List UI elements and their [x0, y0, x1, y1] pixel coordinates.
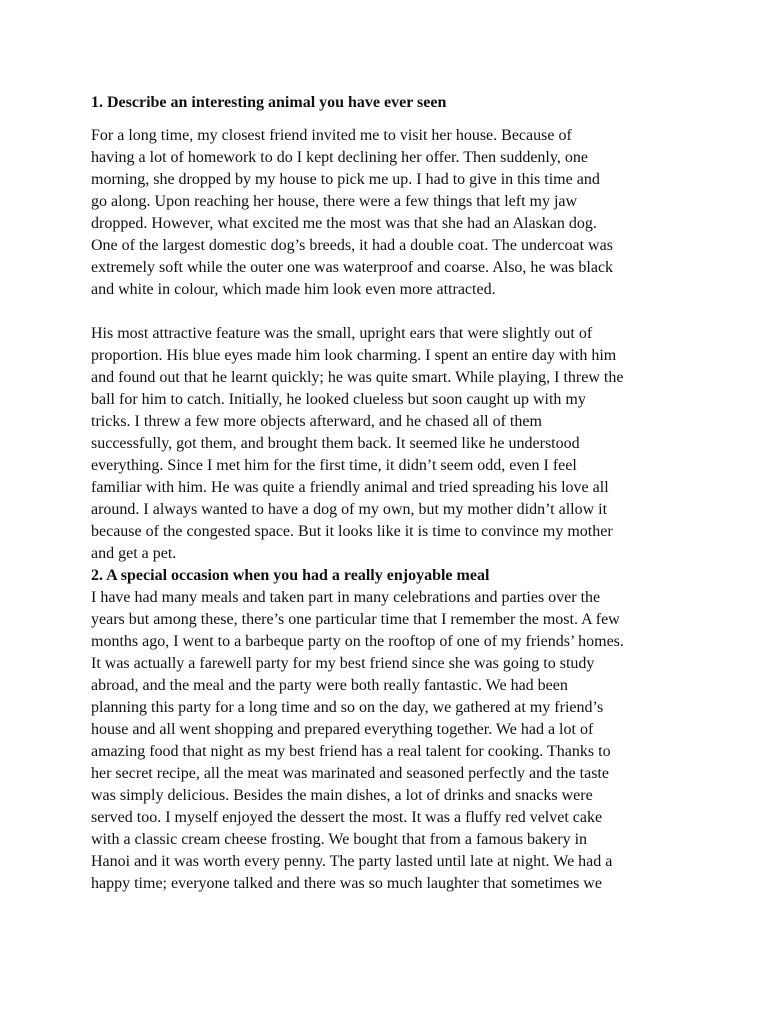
text-line: successfully, got them, and brought them back. It seemed like he understood [91, 435, 580, 452]
text-line: morning, she dropped by my house to pick me up. I had to give in this time and [91, 171, 600, 188]
spacer [91, 114, 691, 125]
text-line: ball for him to catch. Initially, he looked clueless but soon caught up with my [91, 391, 586, 408]
document-page [91, 92, 691, 895]
text-line: and white in colour, which made him look even more attracted. [91, 281, 496, 298]
text-line: familiar with him. He was quite a friendly animal and tried spreading his love all [91, 479, 609, 496]
text-line: with a classic cream cheese frosting. We bought that from a famous bakery in [91, 831, 588, 848]
text-line: amazing food that night as my best friend has a real talent for cooking. Thanks to [91, 743, 611, 760]
text-line: One of the largest domestic dog’s breeds, it had a double coat. The undercoat was [91, 237, 613, 254]
text-line: It was actually a farewell party for my best friend since she was going to study [91, 655, 595, 672]
text-line: having a lot of homework to do I kept declining her offer. Then suddenly, one [91, 149, 588, 166]
text-line: years but among these, there’s one particular time that I remember the most. A few [91, 611, 620, 628]
text-line: house and all went shopping and prepared everything together. We had a lot of [91, 721, 594, 738]
section-2-heading: 2. A special occasion when you had a really enjoyable meal [91, 567, 490, 584]
text-line: was simply delicious. Besides the main dishes, a lot of drinks and snacks were [91, 787, 593, 804]
text-line: happy time; everyone talked and there was so much laughter that sometimes we [91, 875, 602, 892]
text-line: proportion. His blue eyes made him look charming. I spent an entire day with him [91, 347, 617, 364]
text-line: around. I always wanted to have a dog of my own, but my mother didn’t allow it [91, 501, 608, 518]
text-line: go along. Upon reaching her house, there were a few things that left my jaw [91, 193, 578, 210]
text-line: Hanoi and it was worth every penny. The party lasted until late at night. We had a [91, 853, 613, 870]
text-line: dropped. However, what excited me the most was that she had an Alaskan dog. [91, 215, 597, 232]
section-1-heading: 1. Describe an interesting animal you have ever seen [91, 94, 447, 111]
text-line: I have had many meals and taken part in many celebrations and parties over the [91, 589, 601, 606]
text-line: For a long time, my closest friend invited me to visit her house. Because of [91, 127, 572, 144]
text-line: and get a pet. [91, 545, 177, 562]
section-2-paragraph-1 [91, 587, 691, 895]
text-line: months ago, I went to a barbeque party on the rooftop of one of my friends’ homes. [91, 633, 624, 650]
section-1-paragraph-1 [91, 125, 691, 301]
text-line: and found out that he learnt quickly; he was quite smart. While playing, I threw the [91, 369, 624, 386]
paragraph-spacer [91, 301, 691, 323]
text-line: abroad, and the meal and the party were both really fantastic. We had been [91, 677, 568, 694]
text-line: served too. I myself enjoyed the dessert the most. It was a fluffy red velvet cake [91, 809, 603, 826]
text-line: extremely soft while the outer one was waterproof and coarse. Also, he was black [91, 259, 614, 276]
text-line: tricks. I threw a few more objects afterward, and he chased all of them [91, 413, 542, 430]
text-line: everything. Since I met him for the first time, it didn’t seem odd, even I feel [91, 457, 577, 474]
text-line: her secret recipe, all the meat was marinated and seasoned perfectly and the taste [91, 765, 609, 782]
text-line: His most attractive feature was the small, upright ears that were slightly out of [91, 325, 593, 342]
section-1-paragraph-2 [91, 323, 691, 565]
text-line: because of the congested space. But it looks like it is time to convince my mother [91, 523, 613, 540]
text-line: planning this party for a long time and so on the day, we gathered at my friend’s [91, 699, 604, 716]
